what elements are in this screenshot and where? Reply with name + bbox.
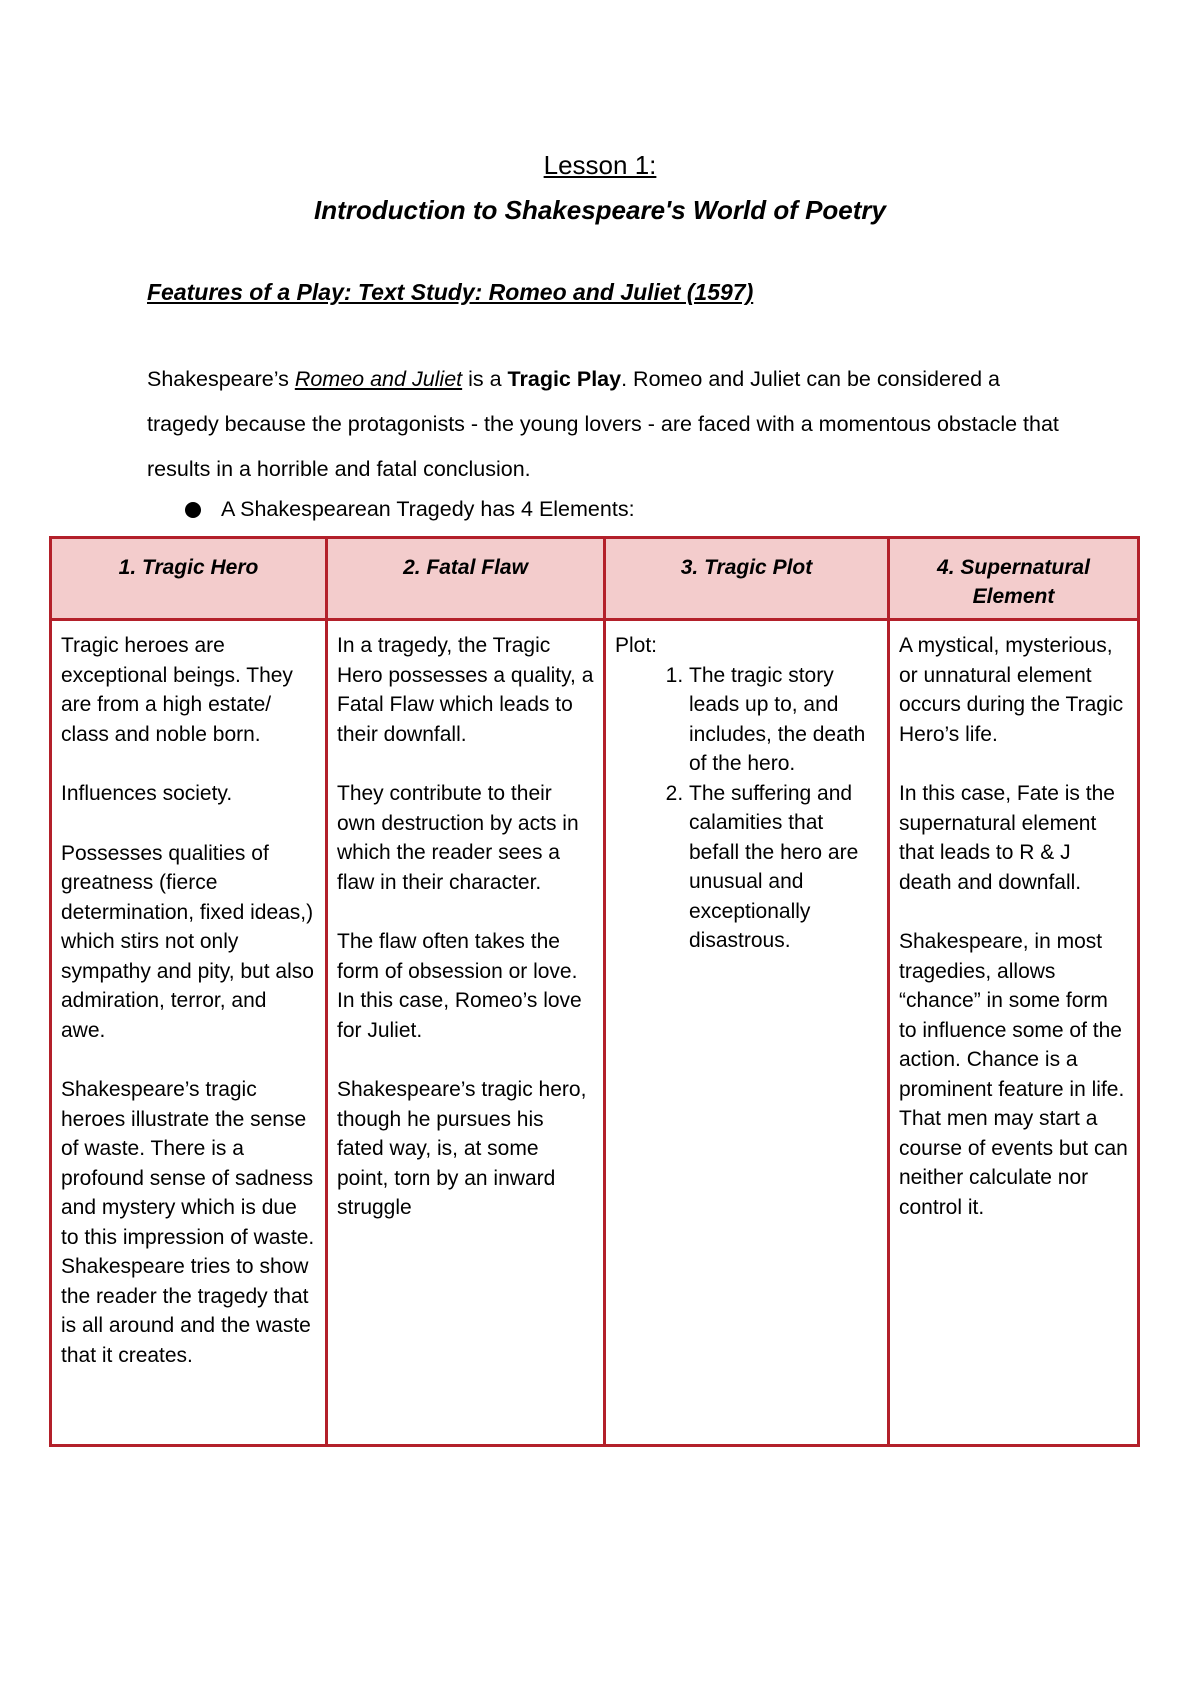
tragedy-elements-table [49,536,1140,1447]
cell-paragraph: Shakespeare’s tragic heroes illustrate the sense of waste. There is a profound sense of sadness and mystery which is due to this impression of waste. Shakespeare tries to show the reader the tragedy that is all around and the waste that it creates. [61,1078,315,1367]
cell-fatal-flaw [327,620,605,1446]
list-item: 2. The suffering and calamities that befall the hero are unusual and exceptionally disastrous. [689,779,878,956]
cell-paragraph: In a tragedy, the Tragic Hero possesses a quality, a Fatal Flaw which leads to their downfall. [337,634,594,746]
header-fatal-flaw: 2. Fatal Flaw [327,538,605,620]
bullet-icon [185,502,201,518]
list-item: 1. The tragic story leads up to, and includes, the death of the hero. [689,661,878,779]
cell-paragraph: Shakespeare, in most tragedies, allows “chance” in some form to influence some of the action. Chance is a prominent feature in life. That men may start a course of events but can neither calculate nor control it. [899,930,1128,1219]
intro-text-3: . Romeo and Juliet can be considered a tragedy because the protagonists - the young lovers - are faced with a momentous obstacle that results in a horrible and fatal conclusion. [147,367,1059,481]
bullet-item [185,497,635,522]
intro-text-2: is a [462,367,508,391]
plot-list [615,661,878,956]
lesson-subtitle: Introduction to Shakespeare's World of Poetry [313,195,886,225]
table-row [51,620,1139,1446]
header-supernatural-element: 4. Supernatural Element [889,538,1139,620]
cell-supernatural-element [889,620,1139,1446]
header-tragic-hero: 1. Tragic Hero [51,538,327,620]
table-header-row [51,538,1139,620]
cell-paragraph: The flaw often takes the form of obsession or love. In this case, Romeo’s love for Juliet. [337,930,582,1042]
intro-text-1: Shakespeare’s [147,367,295,391]
cell-paragraph: In this case, Fate is the supernatural element that leads to R & J death and downfall. [899,782,1115,894]
cell-paragraph: A mystical, mysterious, or unnatural element occurs during the Tragic Hero’s life. [899,634,1124,746]
play-type: Tragic Play [507,367,622,391]
lesson-title-text: Lesson 1: [543,150,657,180]
plot-label: Plot: [615,634,658,657]
cell-paragraph: Influences society. [61,782,233,805]
cell-paragraph: Possesses qualities of greatness (fierce determination, fixed ideas,) which stirs not only sympathy and pity, but also admiration, terror, and awe. [61,841,314,1042]
section-heading: Features of a Play: Text Study: Romeo and Juliet (1597) [147,279,754,305]
bullet-text: A Shakespearean Tragedy has 4 Elements: [221,497,635,521]
cell-paragraph: Tragic heroes are exceptional beings. They are from a high estate/ class and noble born. [61,634,293,746]
intro-paragraph [147,357,1077,492]
cell-tragic-plot [605,620,889,1446]
header-tragic-plot: 3. Tragic Plot [605,538,889,620]
cell-paragraph: They contribute to their own destruction by acts in which the reader sees a flaw in their character. [337,782,579,894]
cell-paragraph: Shakespeare’s tragic hero, though he pursues his fated way, is, at some point, torn by an inward struggle [337,1078,587,1219]
cell-tragic-hero [51,620,327,1446]
lesson-title [0,150,1200,181]
play-title: Romeo and Juliet [294,367,463,391]
